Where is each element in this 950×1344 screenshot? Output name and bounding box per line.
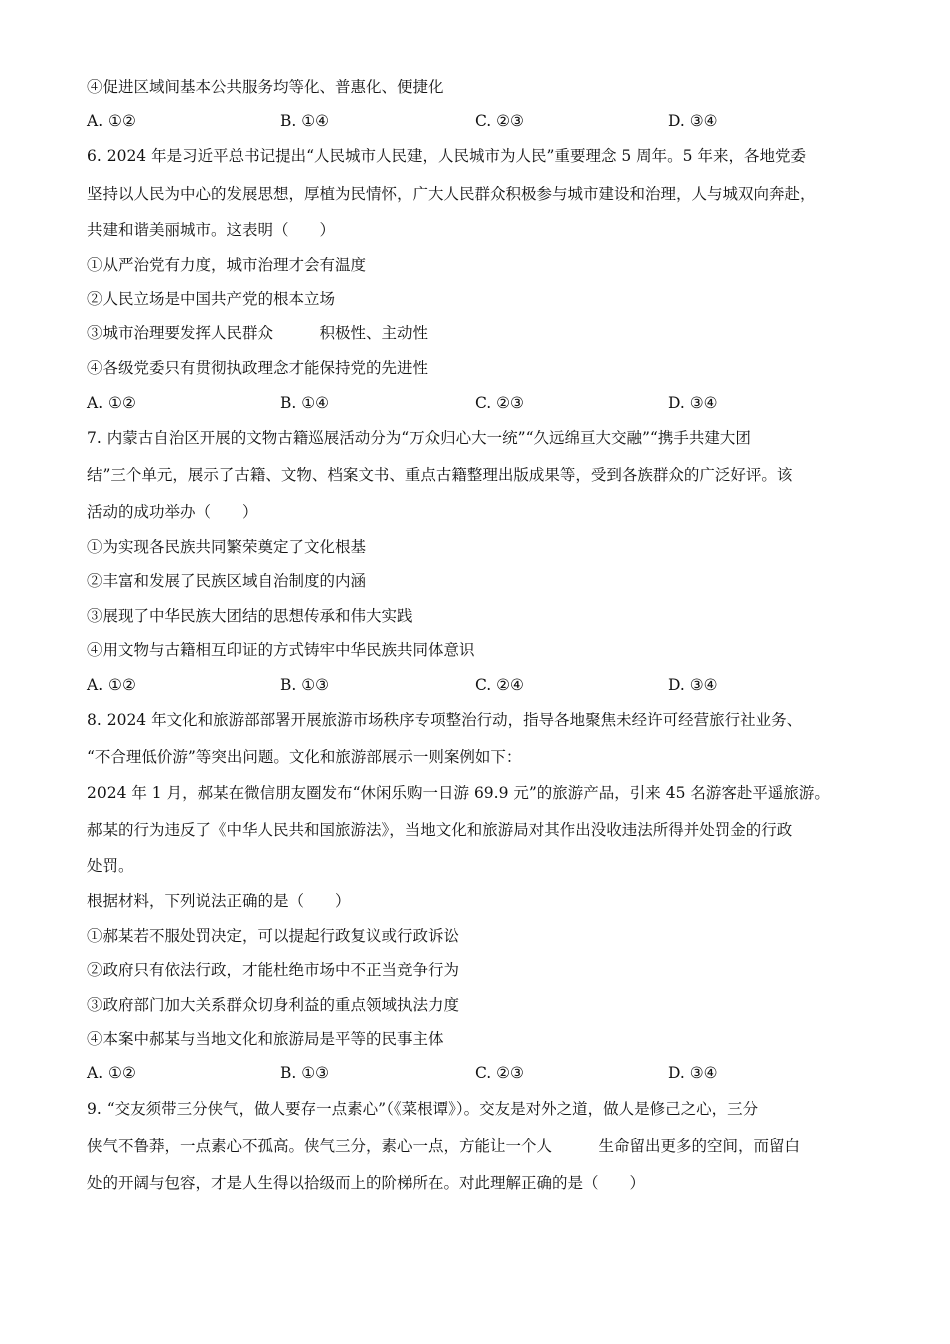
q8-statement-2: ②政府只有依法行政，才能杜绝市场中不正当竞争行为: [87, 961, 460, 979]
q7-stem-line-2: 结”三个单元，展示了古籍、文物、档案文书、重点古籍整理出版成果等，受到各族群众的广泛好评。该: [87, 466, 793, 484]
option-b: B. ①③: [280, 676, 330, 694]
q6-statement-3: ③城市治理要发挥人民群众 积极性、主动性: [87, 324, 429, 342]
option-d: D. ③④: [668, 394, 718, 412]
q7-stem-line-1: 7. 内蒙古自治区开展的文物古籍巡展活动分为“万众归心大一统”“久远绵亘大交融”“携手共建大团: [87, 429, 751, 447]
option-c: C. ②③: [475, 1064, 524, 1082]
option-c: C. ②④: [475, 676, 524, 694]
q6-statement-1: ①从严治党有力度，城市治理才会有温度: [87, 256, 367, 274]
q7-statement-4: ④用文物与古籍相互印证的方式铸牢中华民族共同体意识: [87, 641, 475, 659]
option-a: A. ①②: [87, 1064, 136, 1082]
q9-stem-line-3: 处的开阔与包容，才是人生得以拾级而上的阶梯所在。对此理解正确的是（ ）: [87, 1174, 646, 1192]
q8-statement-4: ④本案中郝某与当地文化和旅游局是平等的民事主体: [87, 1030, 444, 1048]
q7-options: [87, 675, 887, 695]
option-b: B. ①④: [280, 394, 330, 412]
option-b: B. ①③: [280, 1064, 330, 1082]
q7-statement-2: ②丰富和发展了民族区域自治制度的内涵: [87, 572, 367, 590]
q6-statement-2: ②人民立场是中国共产党的根本立场: [87, 290, 336, 308]
q6-statement-4: ④各级党委只有贯彻执政理念才能保持党的先进性: [87, 359, 429, 377]
q6-options: [87, 393, 887, 413]
q7-statement-3: ③展现了中华民族大团结的思想传承和伟大实践: [87, 607, 413, 625]
q6-stem-line-1: 6. 2024 年是习近平总书记提出“人民城市人民建，人民城市为人民”重要理念 5 周年。5 年来，各地党委: [87, 147, 806, 165]
q8-case-line-2: 郝某的行为违反了《中华人民共和国旅游法》，当地文化和旅游局对其作出没收违法所得并处罚金的行政: [87, 821, 793, 839]
q8-options: [87, 1063, 887, 1083]
option-a: A. ①②: [87, 394, 136, 412]
q8-statement-3: ③政府部门加大关系群众切身利益的重点领域执法力度: [87, 996, 460, 1014]
q8-stem-line-2: “不合理低价游”等突出问题。文化和旅游部展示一则案例如下：: [87, 748, 522, 766]
q8-statement-1: ①郝某若不服处罚决定，可以提起行政复议或行政诉讼: [87, 927, 460, 945]
q5-options: [87, 111, 887, 131]
q9-stem-line-2: 侠气不鲁莽，一点素心不孤高。侠气三分，素心一点，方能让一个人 生命留出更多的空间，而留白: [87, 1137, 801, 1155]
option-a: A. ①②: [87, 676, 136, 694]
option-a: A. ①②: [87, 112, 136, 130]
q8-stem-line-1: 8. 2024 年文化和旅游部部署开展旅游市场秩序专项整治行动，指导各地聚焦未经许可经营旅行社业务、: [87, 711, 803, 729]
option-d: D. ③④: [668, 676, 718, 694]
option-d: D. ③④: [668, 112, 718, 130]
q8-question: 根据材料，下列说法正确的是（ ）: [87, 892, 351, 910]
q7-statement-1: ①为实现各民族共同繁荣奠定了文化根基: [87, 538, 367, 556]
option-c: C. ②③: [475, 112, 524, 130]
option-b: B. ①④: [280, 112, 330, 130]
q6-stem-line-2: 坚持以人民为中心的发展思想，厚植为民情怀，广大人民群众积极参与城市建设和治理，人与城双向奔赴，: [87, 185, 816, 203]
q7-stem-line-3: 活动的成功举办（ ）: [87, 503, 258, 521]
q9-stem-line-1: 9. “交友须带三分侠气，做人要存一点素心”（《菜根谭》）。交友是对外之道，做人是修己之心，三分: [87, 1100, 759, 1118]
option-c: C. ②③: [475, 394, 524, 412]
q5-statement-4: ④促进区域间基本公共服务均等化、普惠化、便捷化: [87, 78, 444, 96]
q8-case-line-1: 2024 年 1 月，郝某在微信朋友圈发布“休闲乐购一日游 69.9 元”的旅游产品，引来 45 名游客赴平遥旅游。: [87, 784, 830, 802]
option-d: D. ③④: [668, 1064, 718, 1082]
q8-case-line-3: 处罚。: [87, 857, 134, 875]
q6-stem-line-3: 共建和谐美丽城市。这表明（ ）: [87, 221, 336, 239]
